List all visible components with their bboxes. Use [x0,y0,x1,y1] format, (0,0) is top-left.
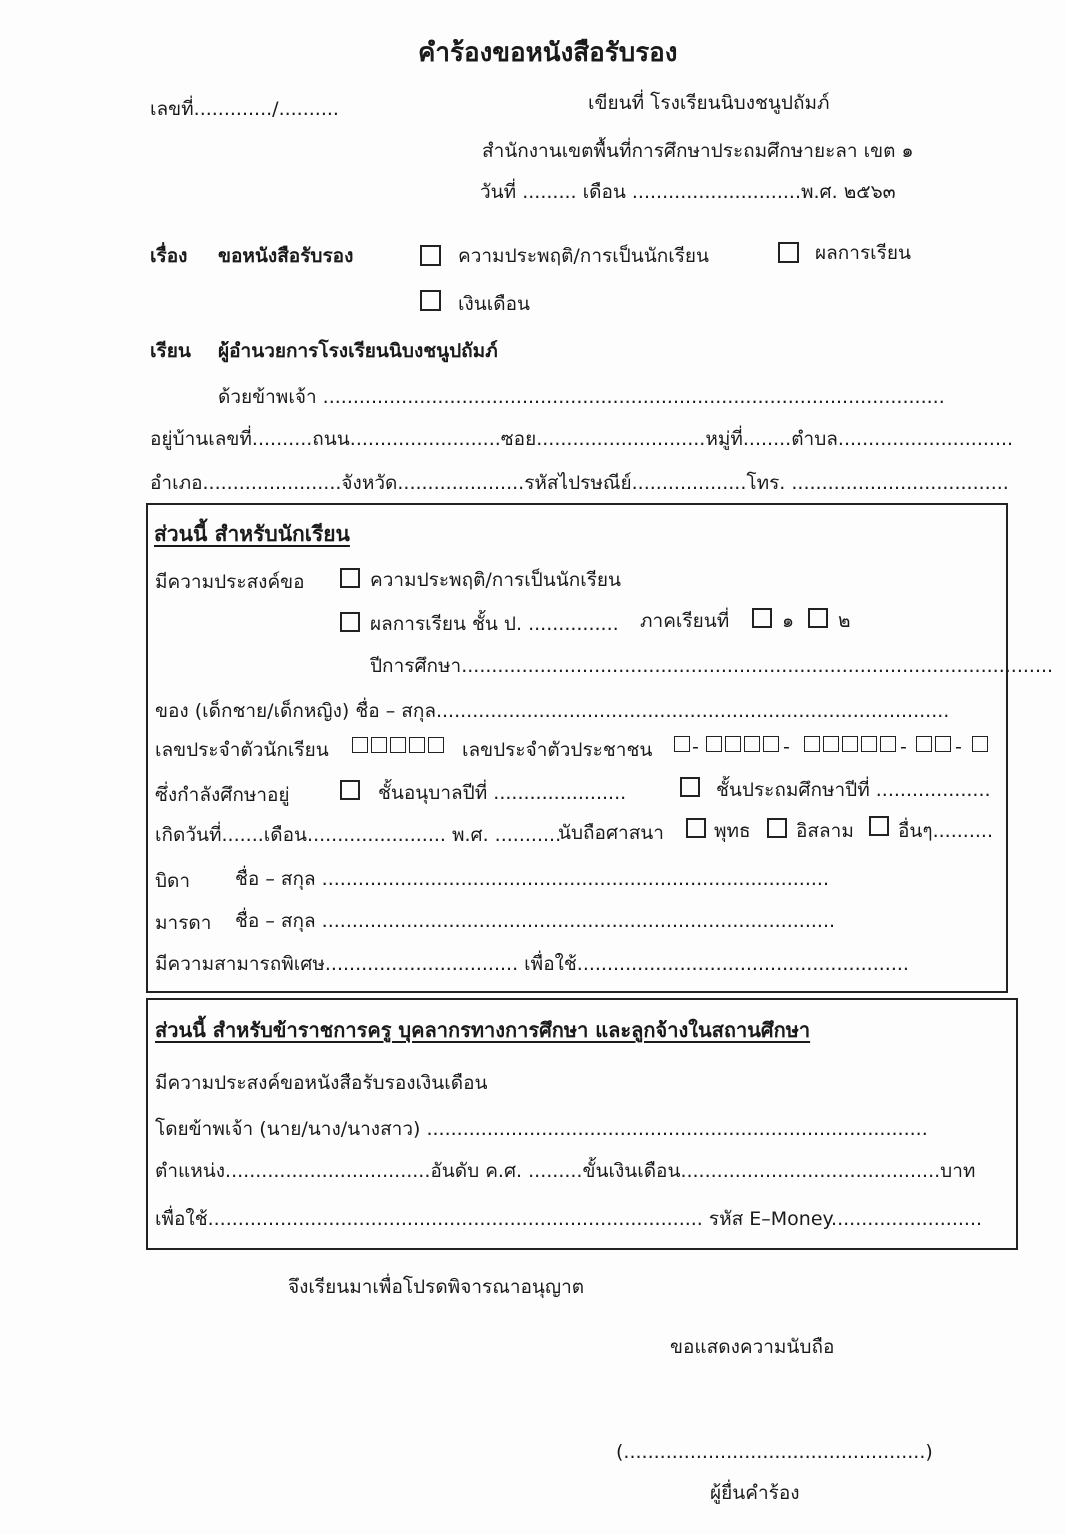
checkbox-semester-2[interactable] [808,608,828,628]
citizen-id-digit[interactable] [725,736,741,752]
page-title: คำร้องขอหนังสือรับรอง [418,38,678,68]
checkbox-conduct[interactable] [420,245,441,266]
checkbox-grades[interactable] [778,242,799,263]
checkbox-kindergarten[interactable] [340,780,360,800]
kindergarten-field[interactable]: ชั้นอนุบาลปีที่ ...................... [378,782,627,804]
citizen-id-digit[interactable] [880,736,896,752]
student-id-digit[interactable] [390,737,406,753]
staff-purpose: มีความประสงค์ขอหนังสือรับรองเงินเดือน [155,1072,488,1094]
semester-label: ภาคเรียนที่ [640,610,730,632]
checkbox-islam[interactable] [767,818,787,838]
district-field[interactable]: อำเภอ.......................จังหวัด.....................รหัสไปรษณีย์...................โทร. .................................... [150,472,1009,494]
dash-separator: - [692,736,699,758]
student-id-label: เลขประจำตัวนักเรียน [155,739,329,761]
checkbox-student-grades[interactable] [340,612,360,632]
doc-number-field[interactable]: เลขที่............./.......... [150,98,339,120]
father-name-field[interactable]: ชื่อ – สกุล .................................................................................... [235,868,829,890]
semester-2-label: ๒ [838,610,851,632]
address-field[interactable]: อยู่บ้านเลขที่..........ถนน.........................ซอย............................หมู่ที่........ตำบล............................. [150,428,1014,450]
citizen-id-digit[interactable] [842,736,858,752]
citizen-id-digit[interactable] [935,736,951,752]
signer-label: ผู้ยื่นคำร้อง [710,1482,800,1504]
mother-name-field[interactable]: ชื่อ – สกุล ..................................................................................... [235,910,836,932]
dash-separator: - [955,736,962,758]
office-name: สำนักงานเขตพื้นที่การศึกษาประถมศึกษายะลา เขต ๑ [482,140,914,162]
purpose-label: มีความประสงค์ขอ [155,571,305,593]
checkbox-salary[interactable] [420,290,441,311]
semester-1-label: ๑ [782,610,795,632]
student-id-digit[interactable] [409,737,425,753]
religion-buddhist-label: พุทธ [714,820,751,842]
birth-date-field[interactable]: เกิดวันที่.......เดือน....................... พ.ศ. ........... [155,824,562,846]
option-salary-label: เงินเดือน [458,293,530,315]
citizen-id-digit[interactable] [763,736,779,752]
citizen-id-digit[interactable] [972,736,988,752]
dash-separator: - [783,736,790,758]
mother-label: มารดา [155,912,212,934]
citizen-id-digit[interactable] [916,736,932,752]
student-id-digit[interactable] [428,737,444,753]
checkbox-student-conduct[interactable] [340,568,360,588]
student-id-digit[interactable] [371,737,387,753]
religion-islam-label: อิสลาม [796,820,854,842]
citizen-id-label: เลขประจำตัวประชาชน [462,739,653,761]
subject-text: ขอหนังสือรับรอง [218,245,354,267]
academic-year-field[interactable]: ปีการศึกษา.................................................................................................. [370,655,1054,677]
child-name-field[interactable]: ของ (เด็กชาย/เด็กหญิง) ชื่อ – สกุล..................................................................................... [155,700,950,722]
dash-separator: - [900,736,907,758]
subject-label: เรื่อง [150,245,188,267]
staff-name-field[interactable]: โดยข้าพเจ้า (นาย/นาง/นางสาว) ................................................................................... [155,1118,928,1140]
written-at: เขียนที่ โรงเรียนนิบงชนูปถัมภ์ [588,92,830,114]
father-label: บิดา [155,870,191,892]
student-conduct-label: ความประพฤติ/การเป็นนักเรียน [370,569,622,591]
talent-field[interactable]: มีความสามารถพิเศษ................................ เพื่อใช้....................................................... [155,953,909,975]
checkbox-buddhist[interactable] [686,818,706,838]
staff-position-field[interactable]: ตำแหน่ง..................................อันดับ ค.ศ. .........ขั้นเงินเดือน...........................................บาท [155,1160,976,1182]
closing-request: จึงเรียนมาเพื่อโปรดพิจารณาอนุญาต [288,1276,585,1298]
checkbox-religion-other[interactable] [869,816,889,836]
staff-section-heading: ส่วนนี้ สำหรับข้าราชการครู บุคลากรทางการศึกษา และลูกจ้างในสถานศึกษา [155,1018,811,1042]
applicant-name-field[interactable]: ด้วยข้าพเจ้า ....................................................................................................... [218,386,945,408]
religion-label: นับถือศาสนา [558,822,664,844]
citizen-id-digit[interactable] [744,736,760,752]
recipient: ผู้อำนวยการโรงเรียนนิบงชนูปถัมภ์ [218,340,498,362]
citizen-id-digit[interactable] [823,736,839,752]
citizen-id-digit[interactable] [861,736,877,752]
citizen-id-digit[interactable] [674,736,690,752]
closing-regards: ขอแสดงความนับถือ [670,1336,835,1358]
checkbox-primary[interactable] [680,777,700,797]
student-section-heading: ส่วนนี้ สำหรับนักเรียน [154,522,350,546]
religion-other-field[interactable]: อื่นๆ.......... [898,820,993,842]
option-grades-label: ผลการเรียน [815,242,911,264]
citizen-id-digit[interactable] [706,736,722,752]
option-conduct-label: ความประพฤติ/การเป็นนักเรียน [458,245,710,267]
student-id-digit[interactable] [352,737,368,753]
to-label: เรียน [150,340,191,362]
citizen-id-digit[interactable] [804,736,820,752]
date-field[interactable]: วันที่ ......... เดือน ............................พ.ศ. ๒๕๖๓ [480,181,896,203]
studying-label: ซึ่งกำลังศึกษาอยู่ [155,784,290,806]
primary-field[interactable]: ชั้นประถมศึกษาปีที่ ................... [716,779,991,801]
signature-field[interactable]: (..................................................) [616,1441,933,1463]
student-grades-field[interactable]: ผลการเรียน ชั้น ป. ............... [370,613,619,635]
checkbox-semester-1[interactable] [752,608,772,628]
staff-use-field[interactable]: เพื่อใช้.................................................................................. รหัส E–Money......................... [155,1208,983,1230]
